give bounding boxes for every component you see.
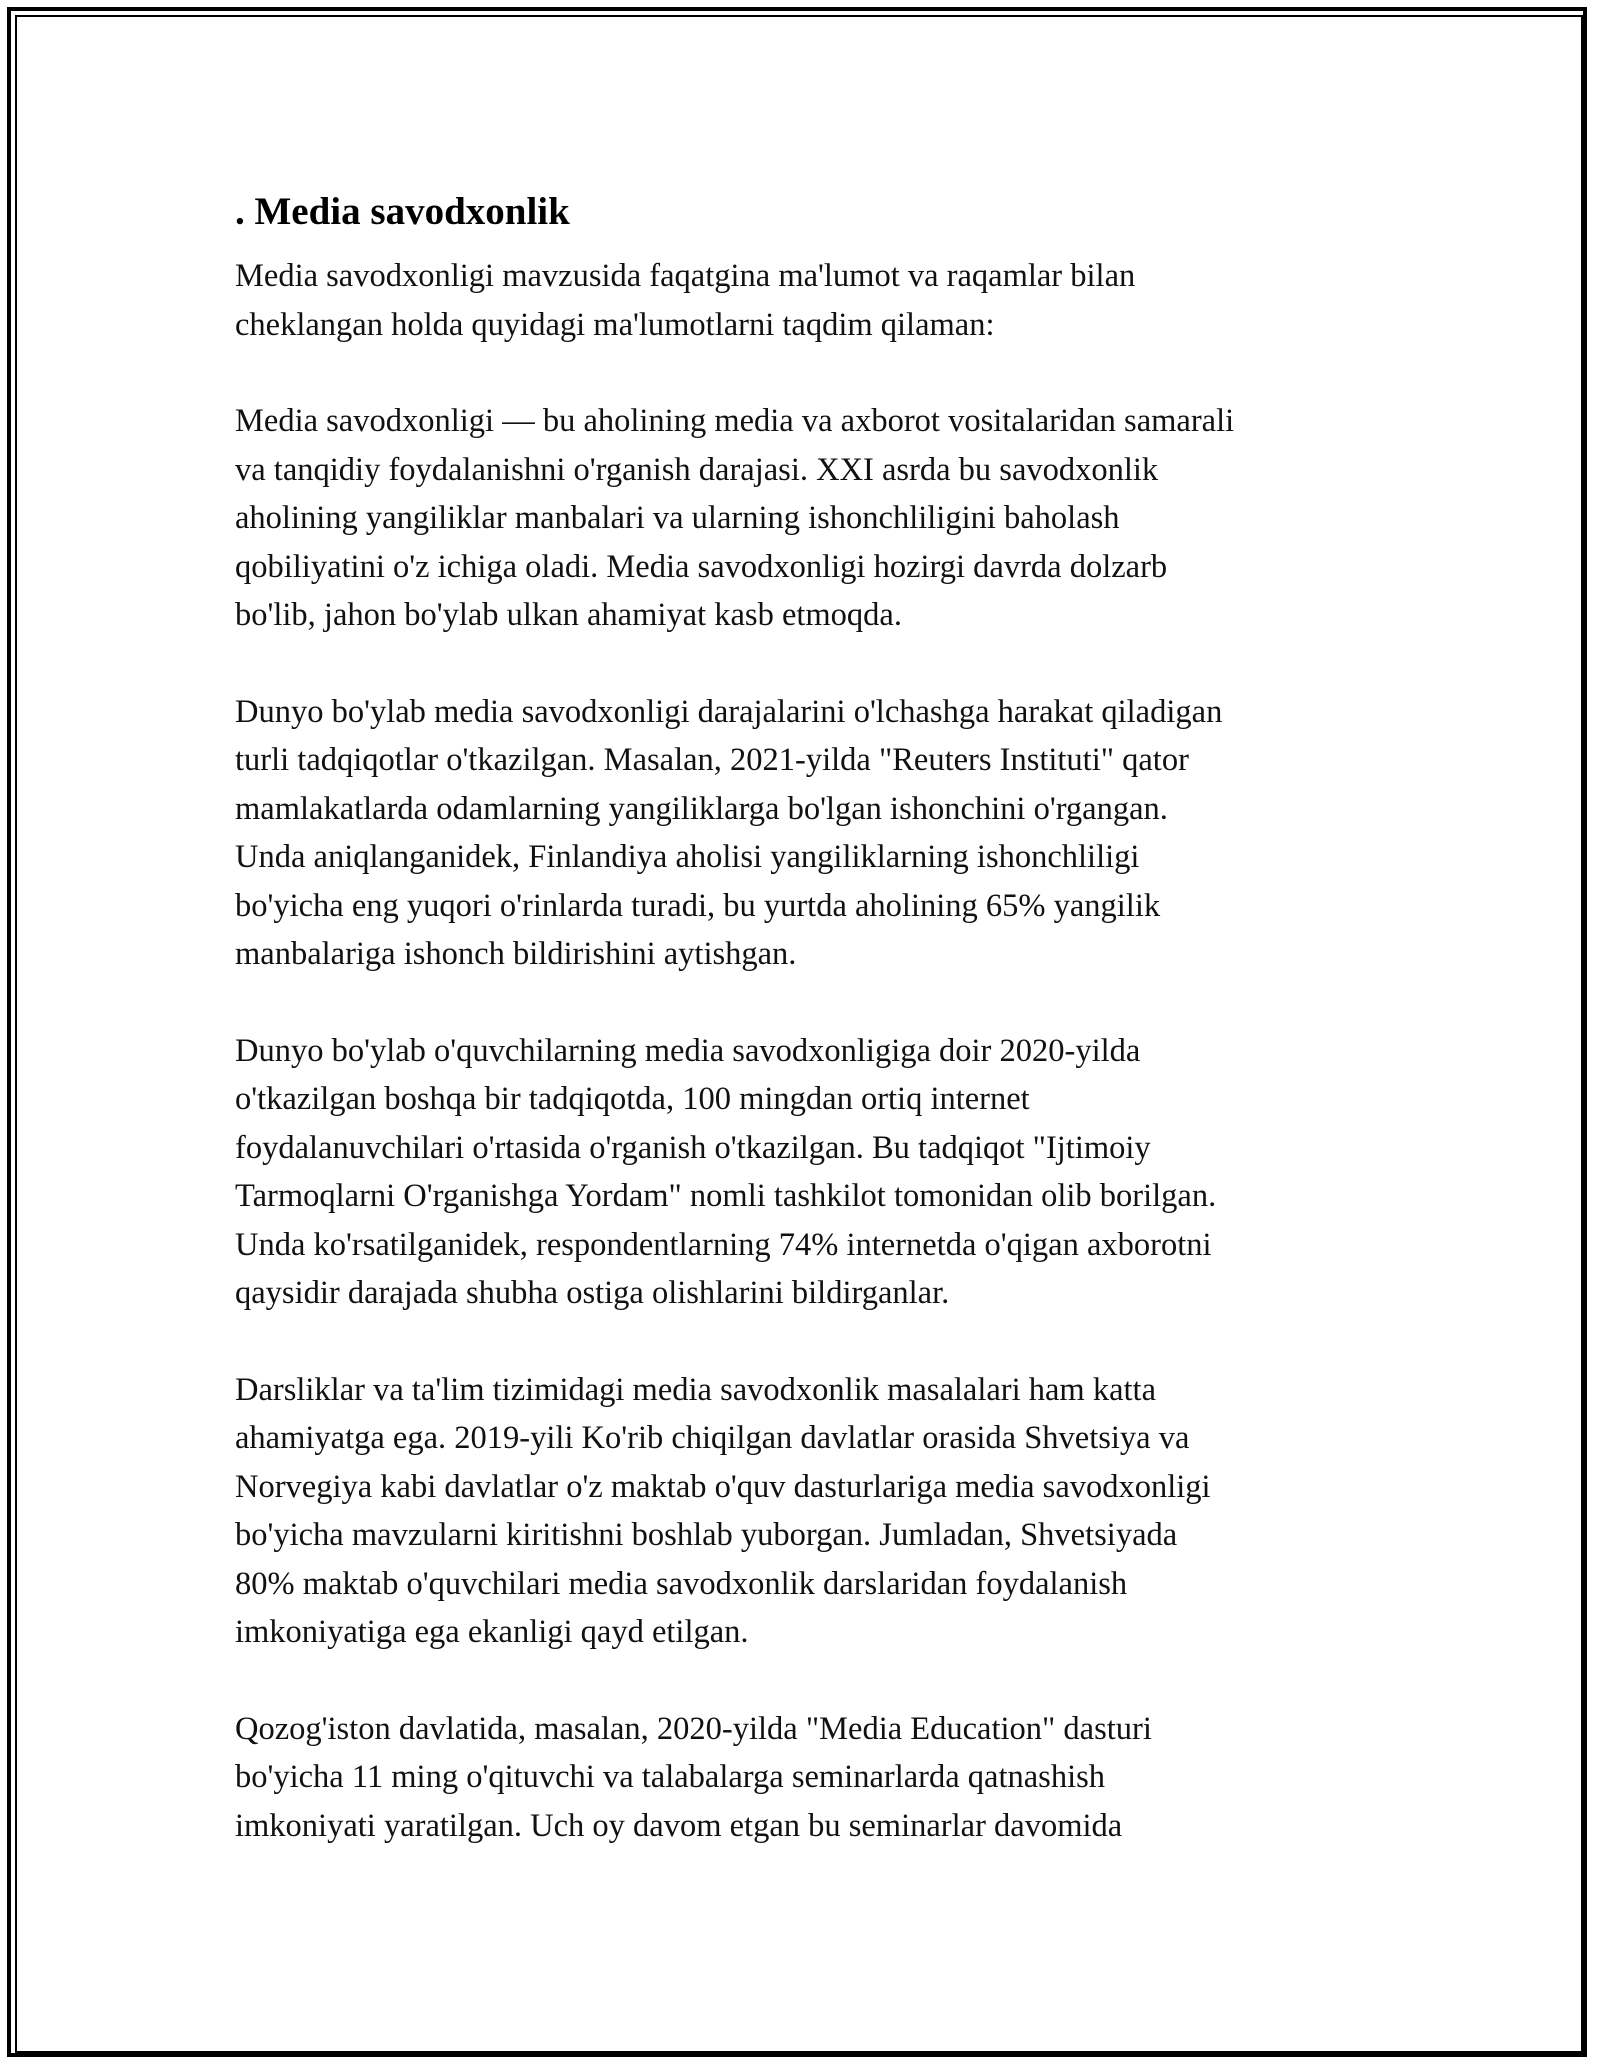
text-line: imkoniyati yaratilgan. Uch oy davom etgan bu seminarlar davomida [235,1807,1123,1844]
paragraph-students-study [235,1027,1375,1318]
paragraph-reuters-study [235,688,1375,979]
paragraph-education [235,1366,1375,1657]
text-line: mamlakatlarda odamlarning yangiliklarga bo'lgan ishonchini o'rgangan. [235,790,1168,827]
text-line: Unda ko'rsatilganidek, respondentlarning 74% internetda o'qigan axborotni [235,1226,1212,1263]
text-line: bo'lib, jahon bo'ylab ulkan ahamiyat kasb etmoqda. [235,597,902,633]
text-line: Media savodxonligi mavzusida faqatgina ma'lumot va raqamlar bilan [235,258,1136,294]
document-body [235,184,1375,1898]
text-line: imkoniyatiga ega ekanligi qayd etilgan. [235,1614,749,1650]
text-line: 80% maktab o'quvchilari media savodxonlik darslaridan foydalanish [235,1565,1128,1602]
text-line: Darsliklar va ta'lim tizimidagi media savodxonlik masalalari ham katta [235,1371,1156,1408]
text-line: va tanqidiy foydalanishni o'rganish darajasi. XXI asrda bu savodxonlik [235,451,1159,488]
text-line: cheklangan holda quyidagi ma'lumotlarni taqdim qilaman: [235,306,995,343]
text-line: ahamiyatga ega. 2019-yili Ko'rib chiqilgan davlatlar orasida Shvetsiya va [235,1420,1190,1456]
text-line: qobiliyatini o'z ichiga oladi. Media savodxonligi hozirgi davrda dolzarb [235,548,1168,585]
section-heading: . Media savodxonlik [235,190,570,233]
text-line: bo'yicha mavzularni kiritishni boshlab yuborgan. Jumladan, Shvetsiyada [235,1517,1178,1553]
paragraph-intro [235,252,1375,349]
text-line: foydalanuvchilari o'rtasida o'rganish o'tkazilgan. Bu tadqiqot "Ijtimoiy [235,1129,1151,1166]
text-line: Unda aniqlanganidek, Finlandiya aholisi yangiliklarning ishonchliligi [235,839,1140,875]
text-line: Dunyo bo'ylab media savodxonligi darajalarini o'lchashga harakat qiladigan [235,693,1223,730]
text-line: bo'yicha 11 ming o'qituvchi va talabalarga seminarlarda qatnashish [235,1759,1105,1795]
text-line: qaysidir darajada shubha ostiga olishlarini bildirganlar. [235,1275,950,1311]
paragraph-definition [235,397,1375,640]
text-line: turli tadqiqotlar o'tkazilgan. Masalan, 2021-yilda "Reuters Instituti" qator [235,742,1189,778]
text-line: o'tkazilgan boshqa bir tadqiqotda, 100 mingdan ortiq internet [235,1081,1030,1117]
text-line: Norvegiya kabi davlatlar o'z maktab o'quv dasturlariga media savodxonligi [235,1468,1211,1505]
text-line: manbalariga ishonch bildirishini aytishgan. [235,936,797,972]
text-line: bo'yicha eng yuqori o'rinlarda turadi, bu yurtda aholining 65% yangilik [235,887,1161,924]
text-line: Qozog'iston davlatida, masalan, 2020-yilda "Media Education" dasturi [235,1710,1152,1747]
paragraph-kazakhstan [235,1705,1375,1851]
text-line: Tarmoqlarni O'rganishga Yordam" nomli tashkilot tomonidan olib borilgan. [235,1178,1217,1214]
text-line: Media savodxonligi — bu aholining media va axborot vositalaridan samarali [235,403,1235,439]
text-line: aholining yangiliklar manbalari va ularning ishonchliligini baholash [235,500,1120,536]
text-line: Dunyo bo'ylab o'quvchilarning media savodxonligiga doir 2020-yilda [235,1032,1141,1069]
